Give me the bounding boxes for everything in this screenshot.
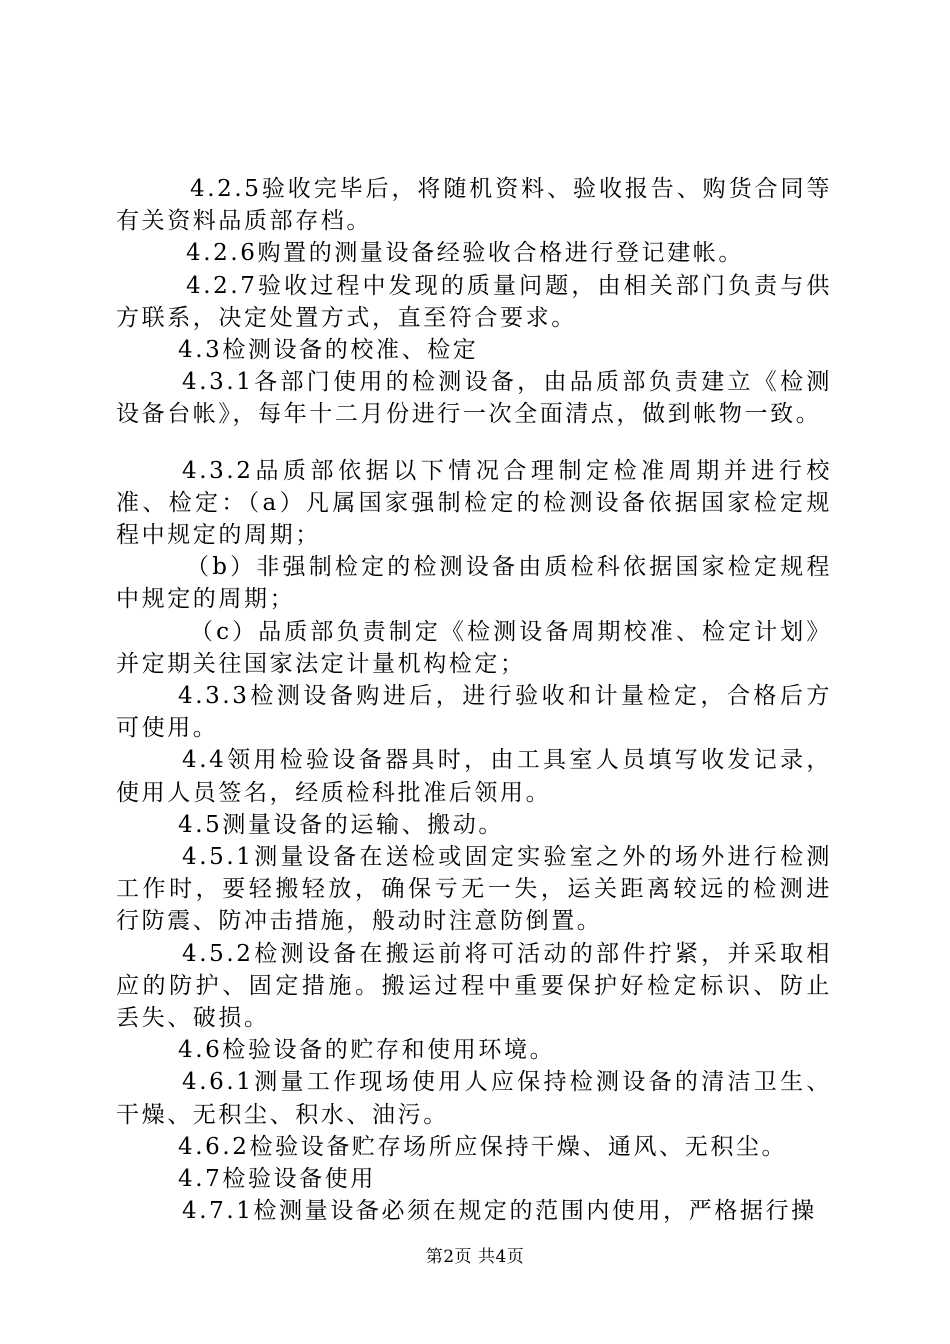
paragraph-4-2-7: 4.2.7验收过程中发现的质量问题，由相关部门负责与供方联系，决定处置方式，直至符合要求。: [116, 272, 832, 331]
section-heading-4-3: 4.3检测设备的校准、检定: [178, 337, 479, 364]
section-heading-4-5: 4.5测量设备的运输、搬动。: [178, 811, 504, 838]
paragraph-4-4: 4.4领用检验设备器具时，由工具室人员填写收发记录，使用人员签名，经质检科批准后领用。: [116, 747, 832, 806]
paragraph-4-2-6: 4.2.6购置的测量设备经验收合格进行登记建帐。: [186, 240, 744, 267]
paragraph-4-3-3: 4.3.3检测设备购进后，进行验收和计量检定，合格后方可使用。: [116, 683, 832, 742]
section-heading-4-7: 4.7检验设备使用: [178, 1166, 376, 1193]
paragraph-4-6-1: 4.6.1测量工作现场使用人应保持检测设备的清洁卫生、干燥、无积尘、积水、油污。: [116, 1069, 832, 1128]
page-footer: 第2页 共4页: [425, 1247, 525, 1267]
paragraph-4-5-1: 4.5.1测量设备在送检或固定实验室之外的场外进行检测工作时，要轻搬轻放，确保亏无一失，运关距离较远的检测进行防震、防冲击措施，般动时注意防倒置。: [116, 844, 832, 935]
paragraph-4-3-1: 4.3.1各部门使用的检测设备，由品质部负责建立《检测设备台帐》，每年十二月份进行一次全面清点，做到帐物一致。: [116, 369, 832, 428]
paragraph-4-6-2: 4.6.2检验设备贮存场所应保持干燥、通风、无积尘。: [178, 1133, 788, 1160]
paragraph-4-7-1: 4.7.1检测量设备必须在规定的范围内使用，严格据行操: [182, 1198, 817, 1225]
paragraph-4-3-2-c: （c）品质部负责制定《检测设备周期校准、检定计划》并定期关往国家法定计量机构检定；: [116, 618, 832, 677]
section-heading-4-6: 4.6检验设备的贮存和使用环境。: [178, 1037, 556, 1064]
document-body: [116, 173, 832, 1228]
paragraph-4-3-2: 4.3.2品质部依据以下情况合理制定检准周期并进行校准、检定：（a）凡属国家强制检定的检测设备依据国家检定规程中规定的周期；: [116, 457, 832, 549]
paragraph-4-2-5: 4.2.5验收完毕后，将随机资料、验收报告、购货合同等有关资料品质部存档。: [116, 176, 832, 235]
paragraph-4-3-2-b: （b）非强制检定的检测设备由质检科依据国家检定规程中规定的周期；: [116, 554, 832, 613]
paragraph-4-5-2: 4.5.2检测设备在搬运前将可活动的部件拧紧，并采取相应的防护、固定措施。搬运过程中重要保护好检定标识、防止丢失、破损。: [116, 940, 832, 1032]
